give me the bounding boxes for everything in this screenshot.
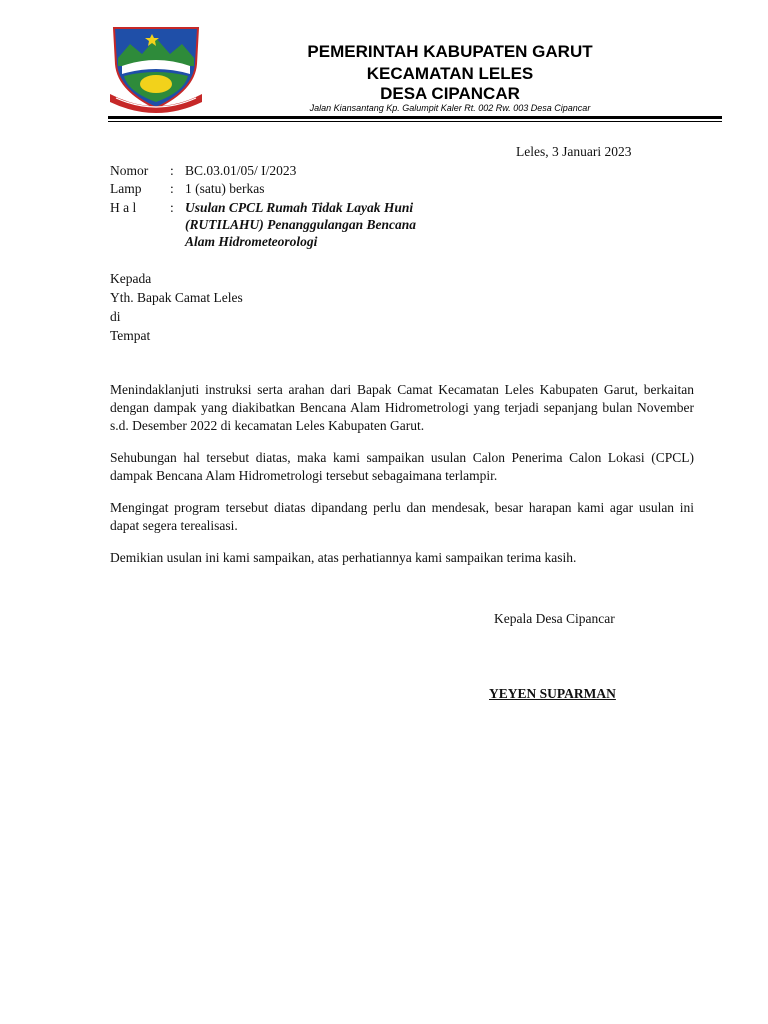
letterhead-government: PEMERINTAH KABUPATEN GARUT — [307, 42, 593, 61]
letter-date: Leles, 3 Januari 2023 — [516, 144, 632, 159]
letterhead-village: DESA CIPANCAR — [380, 84, 520, 103]
letterhead-district: KECAMATAN LELES — [366, 64, 534, 83]
lamp-colon: : — [170, 181, 174, 196]
hal-colon: : — [170, 200, 174, 215]
hal-subject-line1: Usulan CPCL Rumah Tidak Layak Huni — [185, 200, 414, 215]
body-paragraph-2: Sehubungan hal tersebut diatas, maka kami sampaikan usulan Calon Penerima Calon Lokasi (CPCL) dampak Bencana Alam Hidrometrologi tersebut sebagaimana terlampir. — [110, 450, 694, 483]
letterhead-rule-thick — [108, 116, 722, 119]
nomor-label: Nomor — [110, 163, 149, 178]
hal-subject-line2: (RUTILAHU) Penanggulangan Bencana — [185, 217, 417, 232]
signature-name: YEYEN SUPARMAN — [489, 686, 616, 701]
body-paragraph-3: Mengingat program tersebut diatas dipandang perlu dan mendesak, besar harapan kami agar usulan ini dapat segera terealisasi. — [110, 500, 694, 533]
lamp-label: Lamp — [110, 181, 142, 196]
garut-regency-emblem-icon — [108, 24, 204, 114]
recipient-name: Yth. Bapak Camat Leles — [110, 290, 243, 305]
body-paragraph-1: Menindaklanjuti instruksi serta arahan dari Bapak Camat Kecamatan Leles Kabupaten Garut, berkaitan dengan dampak yang diakibatkan Bencana Alam Hidrometrologi yang terjadi sepanjang bulan November s.d. Desember 2022 di kecamatan Leles Kabupaten Garut. — [110, 382, 694, 433]
recipient-tempat: Tempat — [110, 328, 151, 343]
hal-label: H a l — [110, 200, 137, 215]
letterhead-rule-thin — [108, 121, 722, 122]
nomor-colon: : — [170, 163, 174, 178]
recipient-kepada: Kepada — [110, 271, 152, 286]
recipient-di: di — [110, 309, 121, 324]
letterhead-address: Jalan Kiansantang Kp. Galumpit Kaler Rt. 002 Rw. 003 Desa Cipancar — [309, 103, 591, 113]
hal-subject-line3: Alam Hidrometeorologi — [185, 234, 318, 249]
nomor-value: BC.03.01/05/ I/2023 — [185, 163, 297, 178]
signature-title: Kepala Desa Cipancar — [494, 611, 615, 626]
body-paragraph-4: Demikian usulan ini kami sampaikan, atas perhatiannya kami sampaikan terima kasih. — [110, 550, 577, 565]
lamp-value: 1 (satu) berkas — [185, 181, 265, 196]
